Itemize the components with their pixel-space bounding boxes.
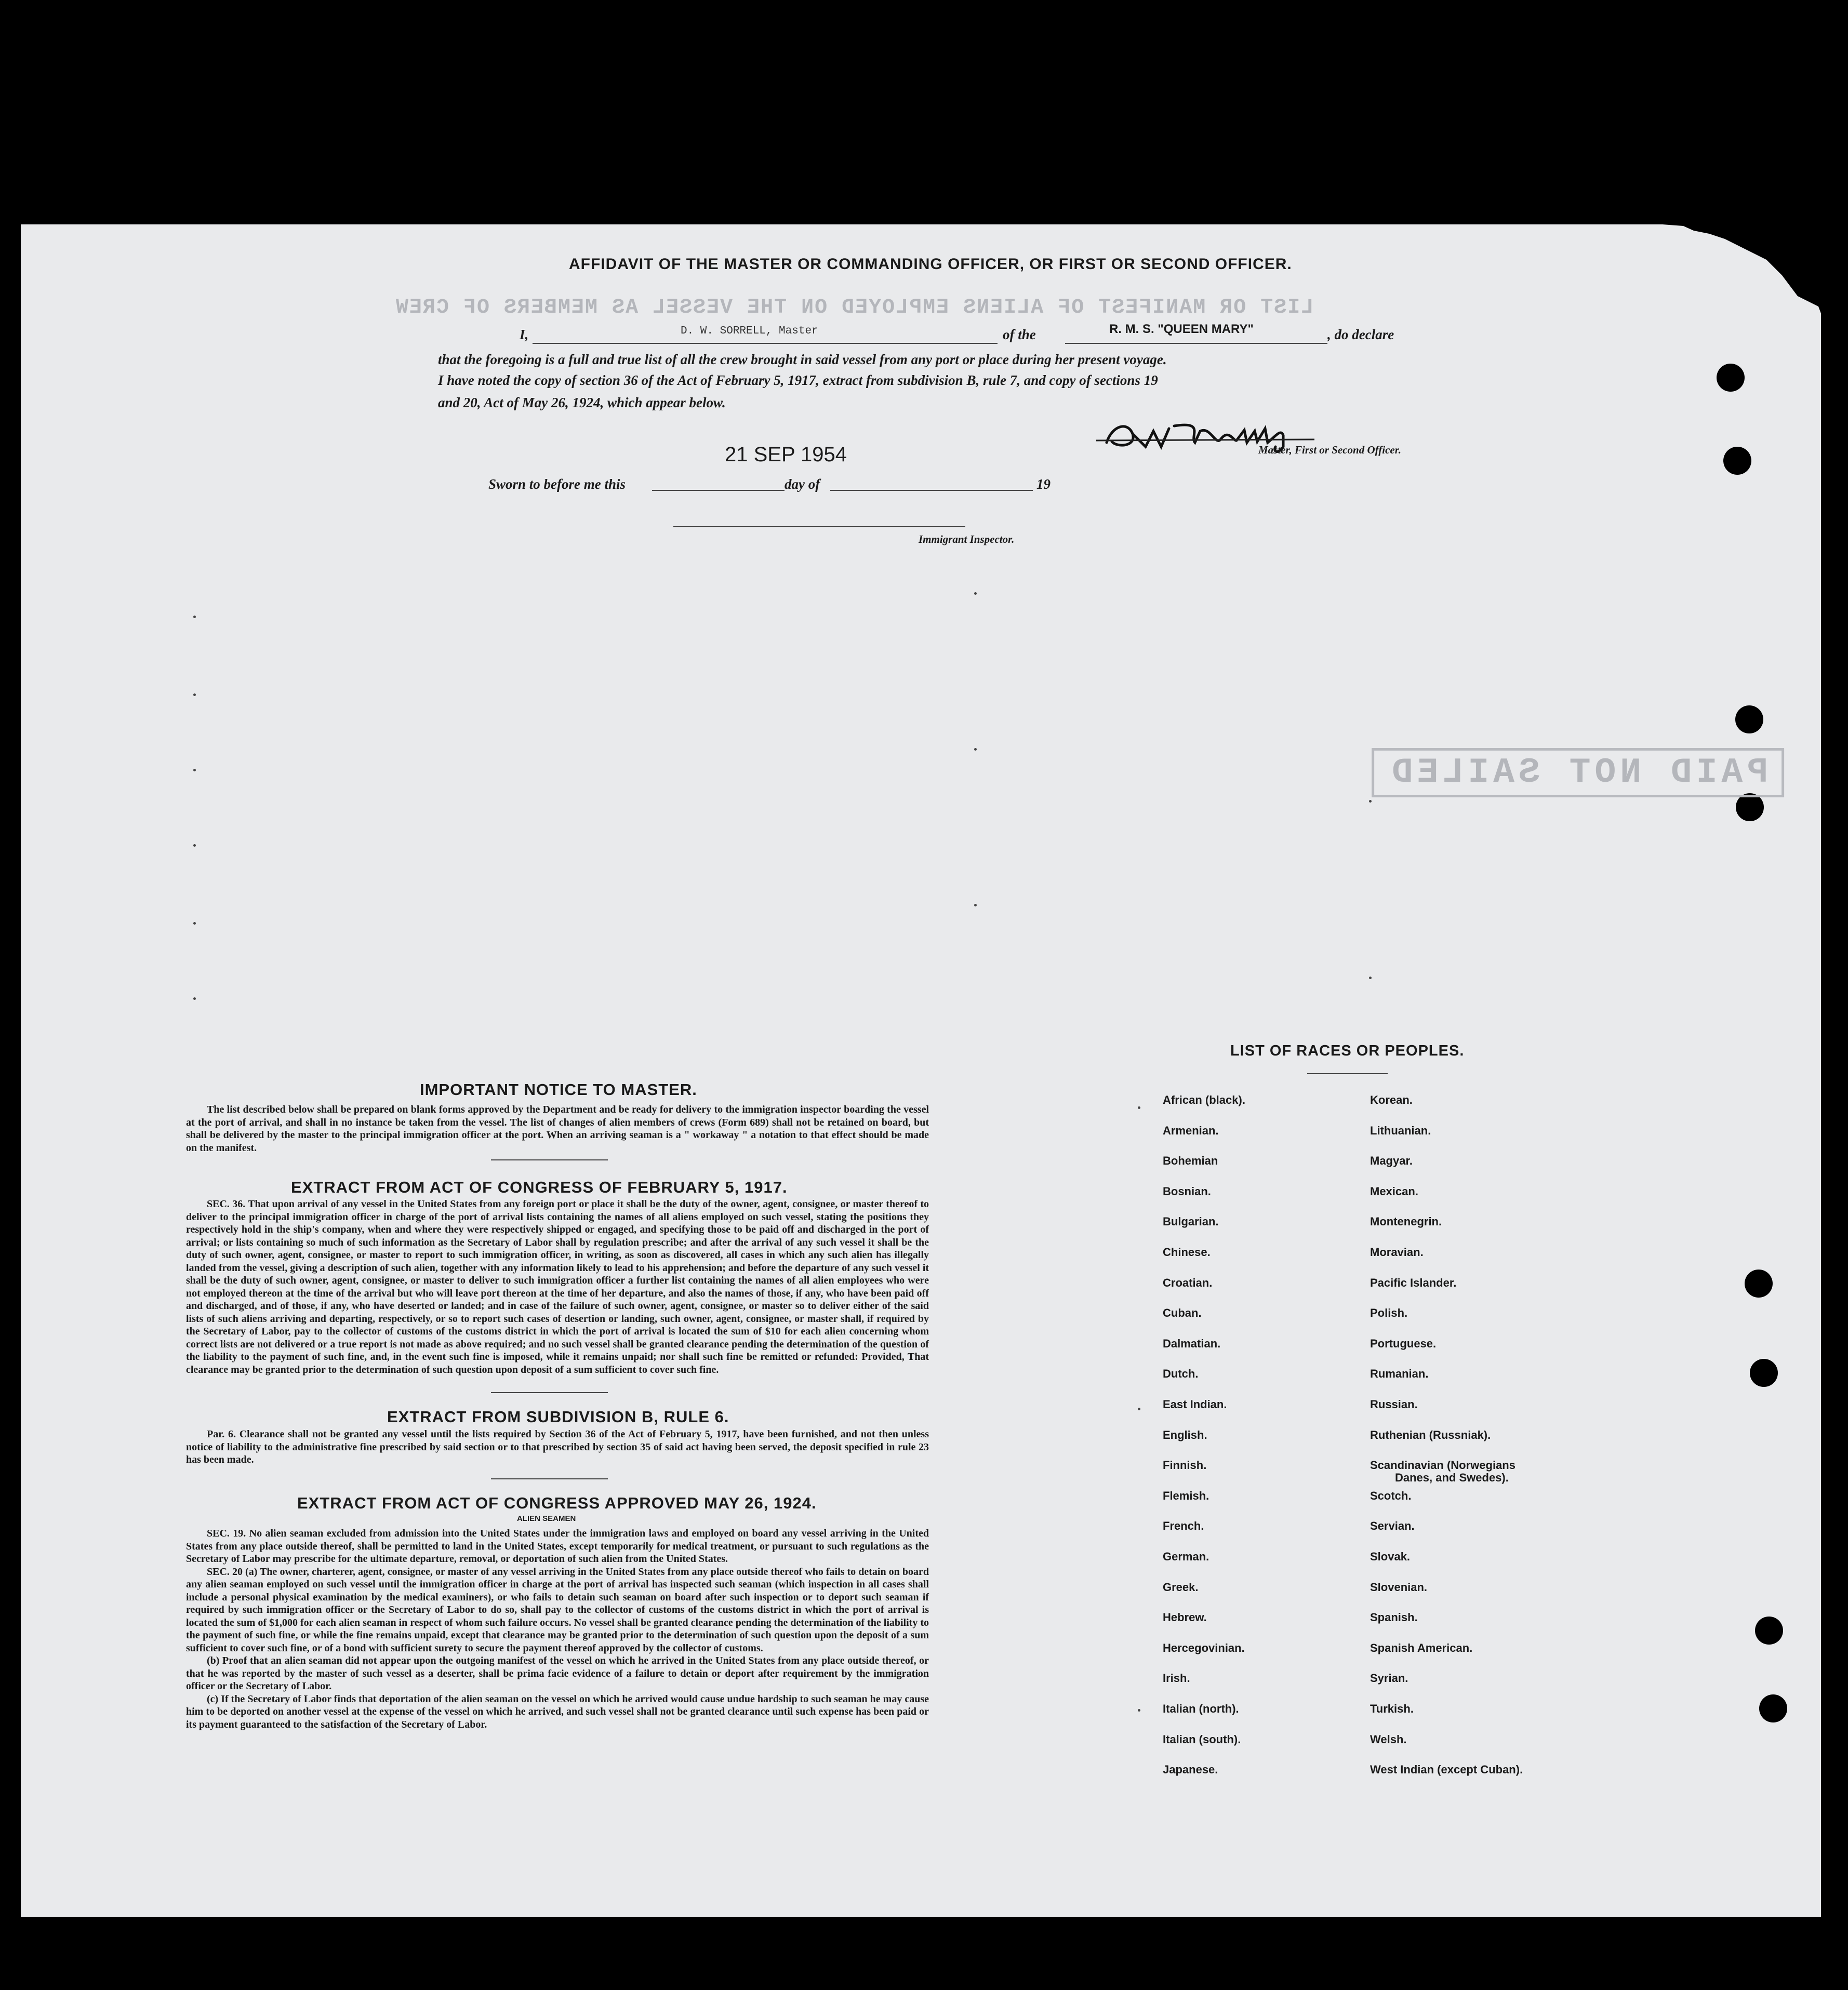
inspector-caption: Immigrant Inspector. [919, 533, 1015, 545]
race-item: Hebrew. [1163, 1611, 1207, 1624]
race-item: Spanish American. [1370, 1641, 1473, 1654]
margin-dot [974, 592, 977, 595]
race-item: Servian. [1370, 1519, 1415, 1532]
divider [491, 1159, 608, 1160]
margin-dot [974, 748, 977, 751]
race-item: Dalmatian. [1163, 1337, 1221, 1350]
binder-hole [1717, 364, 1745, 392]
race-item: Japanese. [1163, 1763, 1218, 1776]
section-19-paragraph: SEC. 19. No alien seaman excluded from admission into the United States under the immigration laws and employed on board any vessel arriving in the United States from any place outside thereof, shall be permitted to land in the United States, except temporarily for medical treatment, or pursuant to such regulations as the Secretary of Labor may prescribe for the ultimate departure, removal, or deportation of such alien from the United States. [186, 1528, 929, 1565]
races-title-underline [1307, 1073, 1388, 1074]
torn-corner [1663, 218, 1848, 353]
race-item: Portuguese. [1370, 1337, 1437, 1350]
race-item: Greek. [1163, 1581, 1199, 1594]
par-6-paragraph: Par. 6. Clearance shall not be granted any vessel until the lists required by Section 36 of the Act of February 5, 1917, have been furnished, and not then unless notice of liability to the administrative fine prescribed by said section or to that prescribed by section 35 of said act having been served, the deposit specified in rule 23 has been made. [186, 1428, 929, 1465]
race-item: Turkish. [1370, 1702, 1414, 1715]
margin-dot [1138, 1106, 1140, 1109]
race-item: Italian (north). [1163, 1702, 1239, 1715]
race-item: Flemish. [1163, 1489, 1209, 1502]
sworn-label: Sworn to before me this [488, 476, 626, 492]
race-item: West Indian (except Cuban). [1370, 1763, 1523, 1776]
binder-hole [1723, 447, 1751, 475]
margin-dot [193, 922, 196, 925]
race-item: Dutch. [1163, 1367, 1199, 1380]
race-item: Pacific Islander. [1370, 1276, 1457, 1289]
subdivision-text [186, 1428, 929, 1466]
race-item: Croatian. [1163, 1276, 1213, 1289]
race-item: Spanish. [1370, 1611, 1418, 1624]
margin-dot [1369, 800, 1372, 803]
race-item: Welsh. [1370, 1733, 1407, 1746]
margin-dot [193, 693, 196, 696]
notice-paragraph: The list described below shall be prepared on blank forms approved by the Department and be ready for delivery to the immigration inspector boarding the vessel at the port of arrival, and shall in no instance be taken from the vessel. The list of changes of alien members of crews (Form 689) shall not be retained on board, but shall be delivered by the master to the principal immigration officer at the port. When an arriving seaman is a " workaway " a notation to that effect should be made on the manifest. [186, 1104, 929, 1154]
race-item: Polish. [1370, 1306, 1408, 1319]
alien-seamen-subtitle: ALIEN SEAMEN [517, 1514, 576, 1523]
races-title: LIST OF RACES OR PEOPLES. [1230, 1043, 1465, 1059]
race-item: Scandinavian (Norwegians [1370, 1459, 1515, 1472]
notice-title: IMPORTANT NOTICE TO MASTER. [420, 1080, 697, 1099]
divider [491, 1478, 608, 1479]
margin-dot [193, 997, 196, 1000]
binder-hole [1735, 705, 1763, 733]
margin-dot [1138, 1408, 1140, 1410]
race-item: Chinese. [1163, 1246, 1211, 1259]
binder-hole [1759, 1694, 1787, 1722]
extract-1917-text [186, 1198, 929, 1376]
binder-hole [1755, 1617, 1783, 1645]
race-item: Mexican. [1370, 1185, 1418, 1198]
notice-text [186, 1103, 929, 1154]
margin-dot [193, 616, 196, 618]
race-item: Irish. [1163, 1672, 1190, 1685]
margin-dot [193, 769, 196, 771]
race-item: French. [1163, 1519, 1204, 1532]
race-item: Italian (south). [1163, 1733, 1241, 1746]
sworn-day-line [652, 490, 785, 491]
affidavit-line-3: I have noted the copy of section 36 of the Act of February 5, 1917, extract from subdivision B, rule 7, and copy of sections 19 [438, 372, 1158, 388]
vessel-name: R. M. S. "QUEEN MARY" [1109, 322, 1254, 336]
binder-hole [1736, 793, 1764, 821]
bleed-through-heading: LIST OR MANIFEST OF ALIENS EMPLOYED ON THE VESSEL AS MEMBERS OF CREW [395, 296, 1314, 319]
extract-1917-title: EXTRACT FROM ACT OF CONGRESS OF FEBRUARY 5, 1917. [291, 1178, 788, 1196]
do-declare-label: , do declare [1327, 327, 1394, 342]
section-20b-paragraph: (b) Proof that an alien seaman did not appear upon the outgoing manifest of the vessel on which he arrived in the United States from any place outside thereof, or that he was reported by the master of such vessel as a deserter, shall be prima facie evidence of a failure to detain or deport after requirement by the immigration officer or the Secretary of Labor. [186, 1655, 929, 1692]
divider [491, 1392, 608, 1393]
extract-1924-text [186, 1527, 929, 1731]
binder-hole [1750, 1359, 1778, 1387]
race-item: German. [1163, 1550, 1209, 1563]
signature-caption: Master, First or Second Officer. [1258, 444, 1401, 456]
master-name: D. W. SORRELL, Master [681, 325, 818, 337]
race-item: Magyar. [1370, 1154, 1413, 1167]
race-item: Moravian. [1370, 1246, 1424, 1259]
race-item: Armenian. [1163, 1124, 1219, 1137]
margin-dot [193, 844, 196, 847]
extract-1924-title: EXTRACT FROM ACT OF CONGRESS APPROVED MAY 26, 1924. [297, 1494, 817, 1512]
race-item: African (black). [1163, 1093, 1245, 1106]
race-item: Russian. [1370, 1398, 1418, 1411]
margin-dot [974, 904, 977, 906]
race-item: Cuban. [1163, 1306, 1202, 1319]
vessel-line [1065, 343, 1327, 344]
race-item: East Indian. [1163, 1398, 1227, 1411]
day-of-label: day of [785, 476, 820, 492]
race-item: Slovenian. [1370, 1581, 1428, 1594]
affidavit-title: AFFIDAVIT OF THE MASTER OR COMMANDING OFFICER, OR FIRST OR SECOND OFFICER. [569, 256, 1292, 273]
race-item: Scotch. [1370, 1489, 1412, 1502]
race-item: Finnish. [1163, 1459, 1207, 1472]
section-20a-paragraph: SEC. 20 (a) The owner, charterer, agent, consignee, or master of any vessel arriving in the United States from any place outside thereof who fails to detain on board any alien seaman employed on such vessel until the immigration officer in charge at the port of arrival has inspected such seaman (which inspection in all cases shall include a personal physical examination by the medical examiners), or who fails to detain such seaman on board after such inspection or to deport such seaman if required by such immigration officer or the Secretary of Labor to do so, shall pay to the collector of customs of the customs district in which the port of arrival is located the sum of $1,000 for each alien seaman in respect of whom such failure occurs. No vessel shall be granted clearance pending the determination of the liability to the payment of such fine, or while the fine remains unpaid, except that clearance may be granted prior to the determination of such question upon the deposit of a sum sufficient to cover such fine, or of a bond with sufficient surety to secure the payment thereof approved by the collector of customs. [186, 1566, 929, 1654]
race-scandinavian-continued: Danes, and Swedes). [1395, 1471, 1509, 1484]
race-item: Rumanian. [1370, 1367, 1429, 1380]
race-item: Slovak. [1370, 1550, 1411, 1563]
race-item: Bulgarian. [1163, 1215, 1219, 1228]
margin-dot [1369, 977, 1372, 979]
race-item: Hercegovinian. [1163, 1641, 1245, 1654]
race-item: Lithuanian. [1370, 1124, 1431, 1137]
race-item: Ruthenian (Russniak). [1370, 1428, 1491, 1441]
section-36-paragraph: SEC. 36. That upon arrival of any vessel in the United States from any foreign port or place it shall be the duty of the owner, agent, consignee, or master thereof to deliver to the principal immigration officer in charge of the port of arrival lists containing the names of all aliens employed on such vessel, stating the positions they respectively hold in the ship's company, when and where they were respectively shipped or engaged, and specifying those to be paid off and discharged in the port of arrival; or lists containing so much of such information as the Secretary of Labor shall by regulation prescribe; and after the arrival of any such vessel it shall be the duty of such owner, agent, consignee, or master to report to such immigration officer, in writing, as soon as discovered, all cases in which any such alien has illegally landed from the vessel, giving a description of such alien, together with any information likely to lead to his apprehension; and before the departure of any such vessel it shall be the duty of such owner, agent, consignee, or master to deliver to such immigration officer a further list containing the names of all alien employees who were not employed thereon at the time of the arrival but who will leave port thereon at the time of her departure, and also the names of those, if any, who have been paid off and discharged, and of those, if any, who have deserted or landed; and in case of the failure of such owner, agent, consignee, or master so to deliver either of the said lists of such aliens arriving and departing, respectively, or so to report such cases of desertion or landing, such owner, agent, consignee, or master shall, if required by the Secretary of Labor, pay to the collector of customs of the customs district in which the port of arrival is located the sum of $10 for each alien concerning whom correct lists are not delivered or a true report is not made as above required; and no such vessel shall be granted clearance pending the determination of the question of the liability to the payment of such fine, and, in the event such fine is imposed, while it remains unpaid; nor shall such fine be remitted or refunded: Provided, That clearance may be granted prior to the determination of such question upon deposit of a sum sufficient to cover such fine. [186, 1198, 929, 1375]
sworn-month-line [830, 490, 1033, 491]
bleed-through-stamp: PAID NOT SAILED [1372, 748, 1784, 797]
race-item: Montenegrin. [1370, 1215, 1442, 1228]
year-label: 19 [1036, 476, 1051, 492]
affidavit-line-2: that the foregoing is a full and true list of all the crew brought in said vessel from any port or place during her present voyage. [438, 352, 1167, 367]
affidavit-line-4: and 20, Act of May 26, 1924, which appear below. [438, 395, 726, 410]
of-the-label: of the [1003, 327, 1036, 342]
race-item: Bosnian. [1163, 1185, 1211, 1198]
subdivision-title: EXTRACT FROM SUBDIVISION B, RULE 6. [387, 1408, 729, 1426]
binder-hole [1745, 1270, 1773, 1298]
margin-dot [1138, 1709, 1140, 1712]
master-name-line [533, 343, 998, 344]
race-item: English. [1163, 1428, 1207, 1441]
section-20c-paragraph: (c) If the Secretary of Labor finds that deportation of the alien seaman on the vessel on which he arrived would cause undue hardship to such seaman he may cause him to be deported on another vessel at the expense of the vessel on which he arrived, and such vessel shall not be granted clearance until such expense has been paid or its payment guaranteed to the satisfaction of the Secretary of Labor. [186, 1693, 929, 1730]
i-label: I, [520, 327, 529, 342]
race-item: Syrian. [1370, 1672, 1408, 1685]
stamp-date: 21 SEP 1954 [725, 443, 847, 466]
race-item: Bohemian [1163, 1154, 1218, 1167]
race-item: Korean. [1370, 1093, 1413, 1106]
inspector-line [673, 526, 965, 527]
